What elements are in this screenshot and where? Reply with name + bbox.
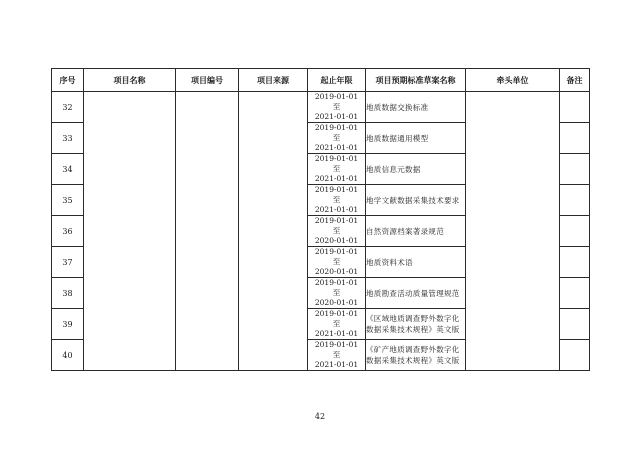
seq-cell: 34 (52, 154, 84, 185)
period-cell: 2019-01-01 至 2021-01-01 (308, 154, 366, 185)
period-cell: 2019-01-01 至 2020-01-01 (308, 247, 366, 278)
project-code-cell (176, 92, 239, 371)
standard-name-cell: 地质数据通用模型 (366, 123, 466, 154)
header-remarks: 备注 (560, 69, 590, 92)
header-project-code: 项目编号 (176, 69, 239, 92)
standard-name-cell: 地质信息元数据 (366, 154, 466, 185)
remarks-cell (560, 340, 590, 371)
header-row (52, 69, 590, 92)
period-cell: 2019-01-01 至 2021-01-01 (308, 123, 366, 154)
remarks-cell (560, 278, 590, 309)
remarks-cell (560, 216, 590, 247)
page-number: 42 (314, 412, 326, 421)
lead-unit-cell (466, 92, 560, 371)
header-period: 起止年限 (308, 69, 366, 92)
header-project-name: 项目名称 (84, 69, 176, 92)
remarks-cell (560, 92, 590, 123)
period-cell: 2019-01-01 至 2020-01-01 (308, 278, 366, 309)
project-name-cell (84, 92, 176, 371)
seq-cell: 40 (52, 340, 84, 371)
standard-name-cell: 《矿产地质调查野外数字化数据采集技术规程》英文版 (366, 340, 466, 371)
remarks-cell (560, 309, 590, 340)
period-cell: 2019-01-01 至 2020-01-01 (308, 216, 366, 247)
period-cell: 2019-01-01 至 2021-01-01 (308, 92, 366, 123)
seq-cell: 35 (52, 185, 84, 216)
remarks-cell (560, 247, 590, 278)
standard-name-cell: 地质勘查活动质量管理规范 (366, 278, 466, 309)
remarks-cell (560, 154, 590, 185)
period-cell: 2019-01-01 至 2021-01-01 (308, 185, 366, 216)
seq-cell: 32 (52, 92, 84, 123)
standard-name-cell: 地质数据交换标准 (366, 92, 466, 123)
seq-cell: 37 (52, 247, 84, 278)
standard-name-cell: 地质资料术语 (366, 247, 466, 278)
seq-cell: 39 (52, 309, 84, 340)
standard-name-cell: 地学文献数据采集技术要求 (366, 185, 466, 216)
project-source-cell (239, 92, 308, 371)
header-seq: 序号 (52, 69, 84, 92)
header-standard-name: 项目预期标准草案名称 (366, 69, 466, 92)
remarks-cell (560, 123, 590, 154)
header-lead-unit: 牵头单位 (466, 69, 560, 92)
table-body (52, 92, 590, 371)
seq-cell: 38 (52, 278, 84, 309)
period-cell: 2019-01-01 至 2021-01-01 (308, 340, 366, 371)
seq-cell: 33 (52, 123, 84, 154)
header-project-source: 项目来源 (239, 69, 308, 92)
period-cell: 2019-01-01 至 2021-01-01 (308, 309, 366, 340)
seq-cell: 36 (52, 216, 84, 247)
standard-name-cell: 自然资源档案著录规范 (366, 216, 466, 247)
table-row (52, 92, 590, 123)
standards-table (51, 68, 590, 371)
standard-name-cell: 《区域地质调查野外数字化数据采集技术规程》英文版 (366, 309, 466, 340)
remarks-cell (560, 185, 590, 216)
